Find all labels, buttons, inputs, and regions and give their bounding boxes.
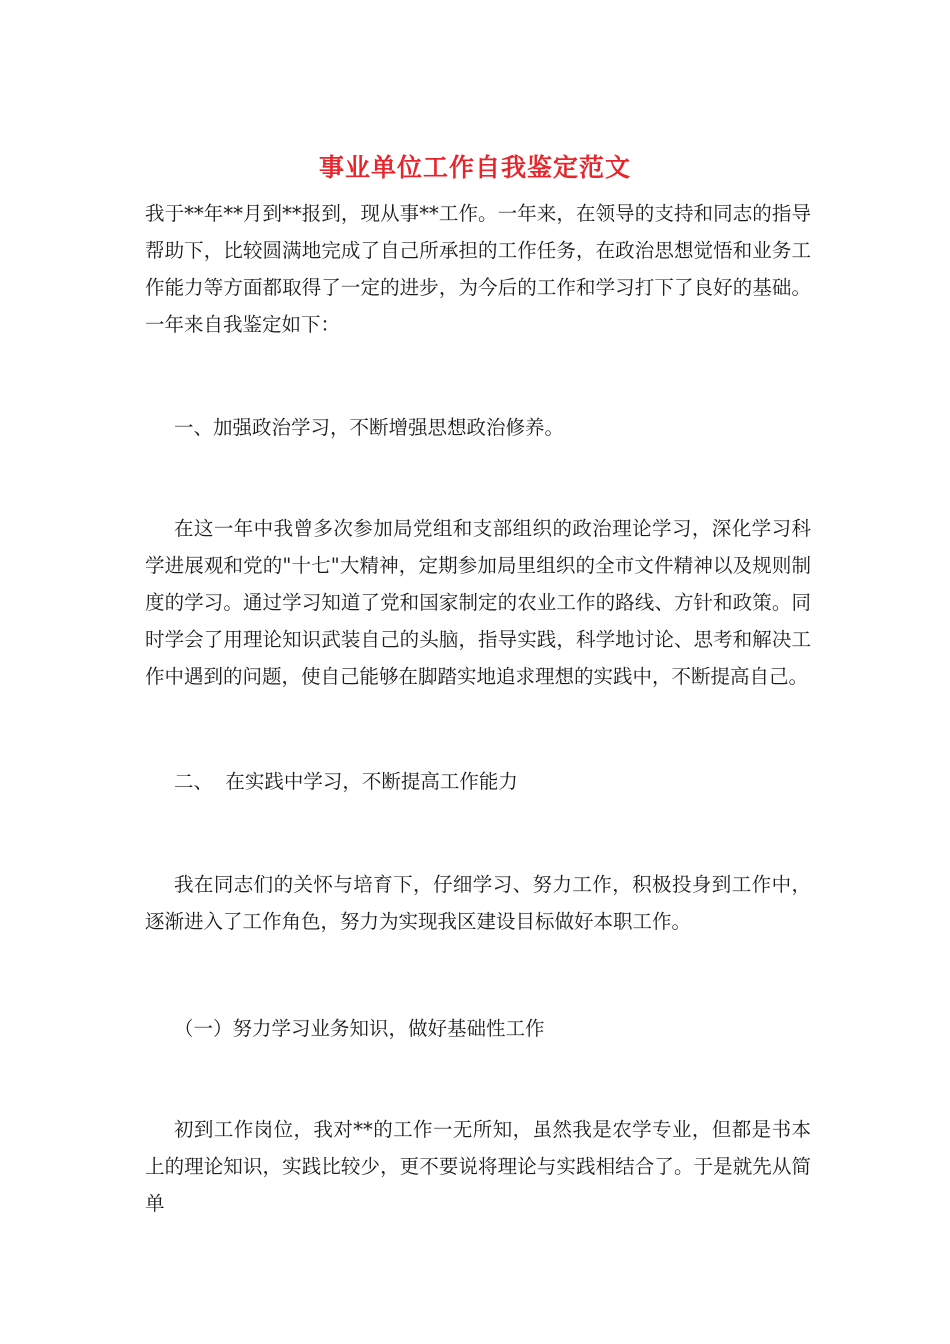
subsection-heading-1: （一）努力学习业务知识，做好基础性工作 xyxy=(174,1017,545,1040)
intro-paragraph: 我于**年**月到**报到，现从事**工作。一年来，在领导的支持和同志的指导帮助下，比较圆满地完成了自己所承担的工作任务，在政治思想觉悟和业务工作能力等方面都取得了一定的进步，为今后的工作和学习打下了良好的基础。一年来自我鉴定如下： xyxy=(145,202,811,336)
section-2-paragraph: 我在同志们的关怀与培育下，仔细学习、努力工作，积极投身到工作中，逐渐进入了工作角色，努力为实现我区建设目标做好本职工作。 xyxy=(145,873,811,933)
subsection-1-paragraph: 初到工作岗位，我对**的工作一无所知，虽然我是农学专业，但都是书本上的理论知识，实践比较少，更不要说将理论与实践相结合了。于是就先从简单 xyxy=(145,1118,811,1215)
section-heading-1: 一、加强政治学习，不断增强思想政治修养。 xyxy=(174,416,565,439)
section-1-paragraph: 在这一年中我曾多次参加局党组和支部组织的政治理论学习，深化学习科学进展观和党的"十七"大精神，定期参加局里组织的全市文件精神以及规则制度的学习。通过学习知道了党和国家制定的农业工作的路线、方针和政策。同时学会了用理论知识武装自己的头脑，指导实践，科学地讨论、思考和解决工作中遇到的问题，使自己能够在脚踏实地追求理想的实践中，不断提高自己。 xyxy=(145,517,811,688)
section-heading-2: 二、 在实践中学习，不断提高工作能力 xyxy=(174,770,518,793)
document-title: 事业单位工作自我鉴定范文 xyxy=(318,153,631,182)
